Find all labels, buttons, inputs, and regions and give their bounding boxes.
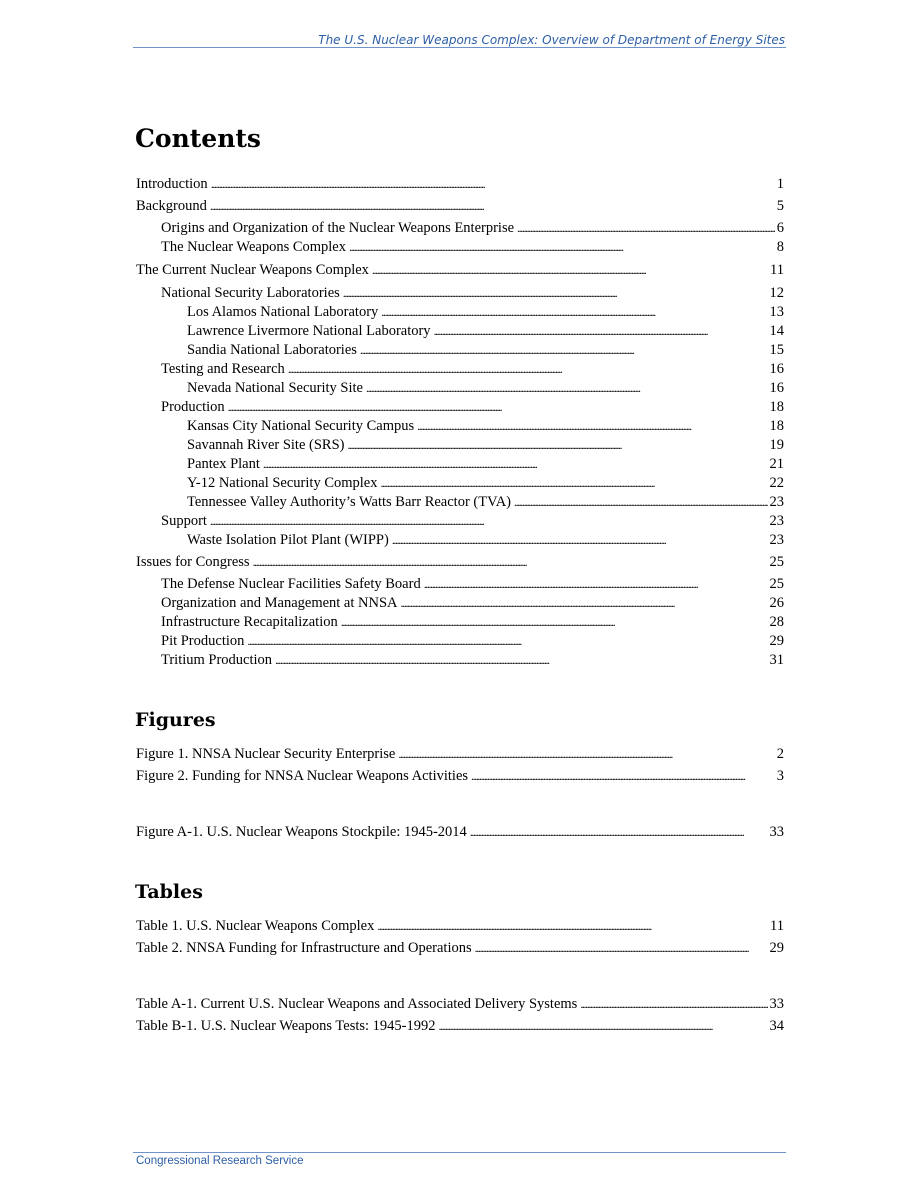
leader-dots [288,360,768,378]
figure-entry[interactable]: Figure 2. Funding for NNSA Nuclear Weapons Activities . . . 3 [136,767,784,785]
leader-dots [392,531,768,549]
toc-entry[interactable]: Tritium Production . . . 31 [161,651,784,669]
leader-dots [514,493,768,511]
leader-dots [341,613,768,631]
leader-dots [210,512,768,530]
leader-dots [380,474,767,492]
figures-heading: Figures [135,709,216,731]
leader-dots [471,767,775,785]
leader-dots [517,219,775,237]
leader-dots [475,939,768,957]
figure-entry[interactable]: Figure 1. NNSA Nuclear Security Enterprise . . . 2 [136,745,784,763]
toc-entry[interactable]: The Current Nuclear Weapons Complex . . . 11 [136,261,784,279]
leader-dots [377,917,768,935]
toc-entry[interactable]: Issues for Congress . . . 25 [136,553,784,571]
toc-entry[interactable]: Background . . . 5 [136,197,784,215]
table-entry[interactable]: Table 1. U.S. Nuclear Weapons Complex . . . 11 [136,917,784,935]
leader-dots [439,1017,768,1035]
table-entry[interactable]: Table A-1. Current U.S. Nuclear Weapons and Associated Delivery Systems . . . 33 [136,995,784,1013]
toc-entry[interactable]: Kansas City National Security Campus . . . 18 [187,417,784,435]
toc-entry[interactable]: Waste Isolation Pilot Plant (WIPP) . . . 23 [187,531,784,549]
leader-dots [349,238,775,256]
footer-source: Congressional Research Service [136,1155,304,1167]
toc-entry[interactable]: Tennessee Valley Authority’s Watts Barr Reactor (TVA) . . . 23 [187,493,784,511]
toc-entry[interactable]: Support . . . 23 [161,512,784,530]
contents-heading: Contents [135,124,262,153]
leader-dots [381,303,767,321]
figure-entry[interactable]: Figure A-1. U.S. Nuclear Weapons Stockpile: 1945-2014 . . . 33 [136,823,784,841]
toc-entry[interactable]: Nevada National Security Site . . . 16 [187,379,784,397]
toc-entry[interactable]: National Security Laboratories . . . 12 [161,284,784,302]
leader-dots [247,632,767,650]
leader-dots [210,197,775,215]
toc-entry[interactable]: Pit Production . . . 29 [161,632,784,650]
table-entry[interactable]: Table 2. NNSA Funding for Infrastructure and Operations . . . 29 [136,939,784,957]
leader-dots [263,455,768,473]
leader-dots [424,575,768,593]
toc-entry[interactable]: Pantex Plant . . . 21 [187,455,784,473]
toc-entry[interactable]: Organization and Management at NNSA . . . 26 [161,594,784,612]
leader-dots [372,261,768,279]
toc-entry[interactable]: The Defense Nuclear Facilities Safety Board . . . 25 [161,575,784,593]
leader-dots [211,175,775,193]
toc-entry[interactable]: Sandia National Laboratories . . . 15 [187,341,784,359]
leader-dots [470,823,768,841]
toc-entry[interactable]: The Nuclear Weapons Complex . . . 8 [161,238,784,256]
leader-dots [343,284,768,302]
leader-dots [417,417,767,435]
toc-entry[interactable]: Los Alamos National Laboratory . . . 13 [187,303,784,321]
leader-dots [275,651,767,669]
toc-entry[interactable]: Infrastructure Recapitalization . . . 28 [161,613,784,631]
toc-entry[interactable]: Lawrence Livermore National Laboratory . . . 14 [187,322,784,340]
table-entry[interactable]: Table B-1. U.S. Nuclear Weapons Tests: 1945-1992 . . . 34 [136,1017,784,1035]
toc-entry[interactable]: Y-12 National Security Complex . . . 22 [187,474,784,492]
toc-entry[interactable]: Introduction . . . 1 [136,175,784,193]
header-divider [133,47,786,48]
leader-dots [366,379,768,397]
leader-dots [228,398,768,416]
leader-dots [360,341,768,359]
leader-dots [398,745,774,763]
leader-dots [253,553,768,571]
toc-entry[interactable]: Origins and Organization of the Nuclear Weapons Enterprise . . . 6 [161,219,784,237]
leader-dots [347,436,767,454]
tables-heading: Tables [135,881,203,903]
toc-entry[interactable]: Testing and Research . . . 16 [161,360,784,378]
leader-dots [580,995,767,1013]
leader-dots [401,594,768,612]
running-header: The U.S. Nuclear Weapons Complex: Overview of Department of Energy Sites [318,33,785,47]
toc-entry[interactable]: Savannah River Site (SRS) . . . 19 [187,436,784,454]
footer-divider [133,1152,786,1153]
toc-entry[interactable]: Production . . . 18 [161,398,784,416]
leader-dots [434,322,768,340]
